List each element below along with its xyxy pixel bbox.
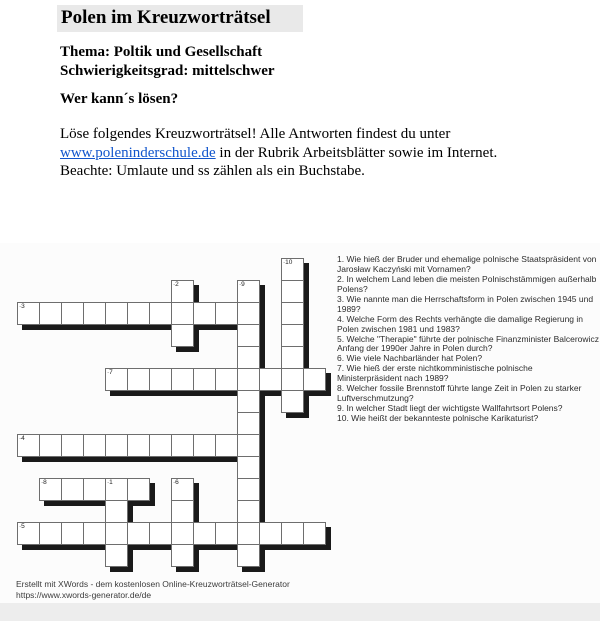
crossword-cell (127, 302, 150, 325)
crossword-cell (281, 390, 304, 413)
crossword-cell (171, 368, 194, 391)
crossword-cell (237, 302, 260, 325)
crossword-cell (127, 522, 150, 545)
crossword-cell (149, 434, 172, 457)
topic-line: Thema: Poltik und Gesellschaft (60, 44, 263, 60)
crossword-cell (281, 280, 304, 303)
crossword-cell (171, 544, 194, 567)
generator-credit: Erstellt mit XWords - dem kostenlosen Online-Kreuzworträtsel-Generator (16, 579, 290, 589)
crossword-cell (215, 368, 238, 391)
crossword-cell (61, 522, 84, 545)
page-title-text: Polen im Kreuzworträtsel (57, 5, 303, 32)
crossword-cell (237, 478, 260, 501)
crossword-cell (105, 522, 128, 545)
cell-number-label: ·4 (19, 435, 25, 442)
cell-number-label: ·7 (107, 369, 113, 376)
crossword-cell (105, 368, 128, 391)
intro-line-1: Löse folgendes Kreuzworträtsel! Alle Antworten findest du unter (60, 126, 451, 142)
crossword-cell (105, 500, 128, 523)
crossword-cell (171, 434, 194, 457)
cell-number-label: ·8 (41, 479, 47, 486)
crossword-cell (171, 522, 194, 545)
clue-item: 10. Wie heißt der bekannteste polnische Karikaturist? (337, 413, 539, 423)
clue-item: 6. Wie viele Nachbarländer hat Polen? (337, 353, 483, 364)
crossword-cell (17, 302, 40, 325)
crossword-cell (215, 302, 238, 325)
crossword-cell (83, 478, 106, 501)
crossword-cell (127, 434, 150, 457)
clue-item: 4. Welche Form des Rechts verhängte die damalige Regierung in Polen zwischen 1981 und 1983? (337, 313, 584, 334)
clue-item: 2. In welchem Land leben die meisten Polnischstämmigen außerhalb Polens? (337, 273, 597, 294)
crossword-cell (149, 368, 172, 391)
intro-line-3: Beachte: Umlaute und ss zählen als ein Buchstabe. (60, 163, 365, 179)
crossword-cell (61, 478, 84, 501)
cell-number-label: ·5 (19, 523, 25, 530)
crossword-cell (171, 500, 194, 523)
website-link[interactable]: www.poleninderschule.de (60, 144, 216, 161)
crossword-cell (281, 324, 304, 347)
crossword-cell (237, 346, 260, 369)
crossword-cell (237, 390, 260, 413)
cell-number-label: ·2 (173, 281, 179, 288)
crossword-cell (149, 302, 172, 325)
crossword-cell (149, 522, 172, 545)
crossword-cell (303, 368, 326, 391)
cell-number-label: ·3 (19, 303, 25, 310)
crossword-cell (237, 544, 260, 567)
crossword-cell (105, 434, 128, 457)
crossword-cell (127, 368, 150, 391)
meta-block (60, 43, 275, 81)
crossword-cell (237, 500, 260, 523)
page-title (57, 5, 303, 32)
clue-item: 9. In welcher Stadt liegt der wichtigste Wallfahrtsort Polens? (337, 403, 563, 414)
crossword-cell (237, 368, 260, 391)
difficulty-line: Schwierigkeitsgrad: mittelschwer (60, 63, 275, 79)
crossword-cell (193, 302, 216, 325)
crossword-cell (39, 302, 62, 325)
crossword-cell (215, 434, 238, 457)
crossword-cell (259, 368, 282, 391)
crossword-cell (105, 302, 128, 325)
crossword-cell (193, 434, 216, 457)
crossword-cell (171, 478, 194, 501)
generator-credit-block (16, 579, 290, 601)
crossword-cell (171, 302, 194, 325)
crossword-cell (171, 324, 194, 347)
crossword-cell (303, 522, 326, 545)
crossword-cell (259, 522, 282, 545)
crossword-cell (281, 302, 304, 325)
bottom-gray-strip (0, 603, 600, 621)
crossword-cell (237, 324, 260, 347)
cell-number-label: ·10 (283, 259, 293, 266)
crossword-cell (17, 434, 40, 457)
crossword-cell (281, 368, 304, 391)
clue-list (337, 255, 599, 424)
crossword-cell (105, 478, 128, 501)
crossword-cell (171, 280, 194, 303)
intro-line-2 (60, 144, 497, 163)
crossword-cell (39, 522, 62, 545)
cell-number-label: ·6 (173, 479, 179, 486)
crossword-cell (281, 258, 304, 281)
crossword-cell (105, 544, 128, 567)
cell-number-label: ·1 (107, 479, 113, 486)
crossword-cell (237, 456, 260, 479)
crossword-cell (39, 478, 62, 501)
clue-item: 1. Wie hieß der Bruder und ehemalige polnische Staatspräsident von Jarosław Kaczyński mit Vornamen? (337, 254, 597, 274)
crossword-cell (61, 434, 84, 457)
crossword-cell (83, 522, 106, 545)
crossword-cell (83, 434, 106, 457)
crossword-cell (237, 280, 260, 303)
crossword-cell (237, 412, 260, 435)
question-line: Wer kann´s lösen? (60, 91, 179, 107)
intro-paragraph (60, 125, 497, 181)
crossword-cell (83, 302, 106, 325)
crossword-cell (215, 522, 238, 545)
crossword-cell (17, 522, 40, 545)
clue-item: 7. Wie hieß der erste nichtkomministische polnische Ministerpräsident nach 1989? (337, 363, 533, 384)
cell-number-label: ·9 (239, 281, 245, 288)
crossword-cell (61, 302, 84, 325)
generator-url: https://www.xwords-generator.de/de (16, 590, 152, 601)
crossword-cell (237, 434, 260, 457)
crossword-cell (281, 346, 304, 369)
clue-item: 8. Welcher fossile Brennstoff führte lange Zeit in Polen zu starker Luftverschmutzung? (337, 383, 582, 404)
crossword-cell (281, 522, 304, 545)
clue-item: 5. Welche "Therapie" führte der polnische Finanzminister Balcerowicz Anfang der 1990er Jahre in Polen durch? (337, 333, 599, 354)
crossword-cell (193, 522, 216, 545)
crossword-cell (39, 434, 62, 457)
crossword-cell (237, 522, 260, 545)
crossword-cell (127, 478, 150, 501)
clue-item: 3. Wie nannte man die Herrschaftsform in Polen zwischen 1945 und 1989? (337, 293, 594, 314)
intro-line-2-rest: in der Rubrik Arbeitsblätter sowie im Internet. (215, 144, 498, 161)
crossword-cell (193, 368, 216, 391)
